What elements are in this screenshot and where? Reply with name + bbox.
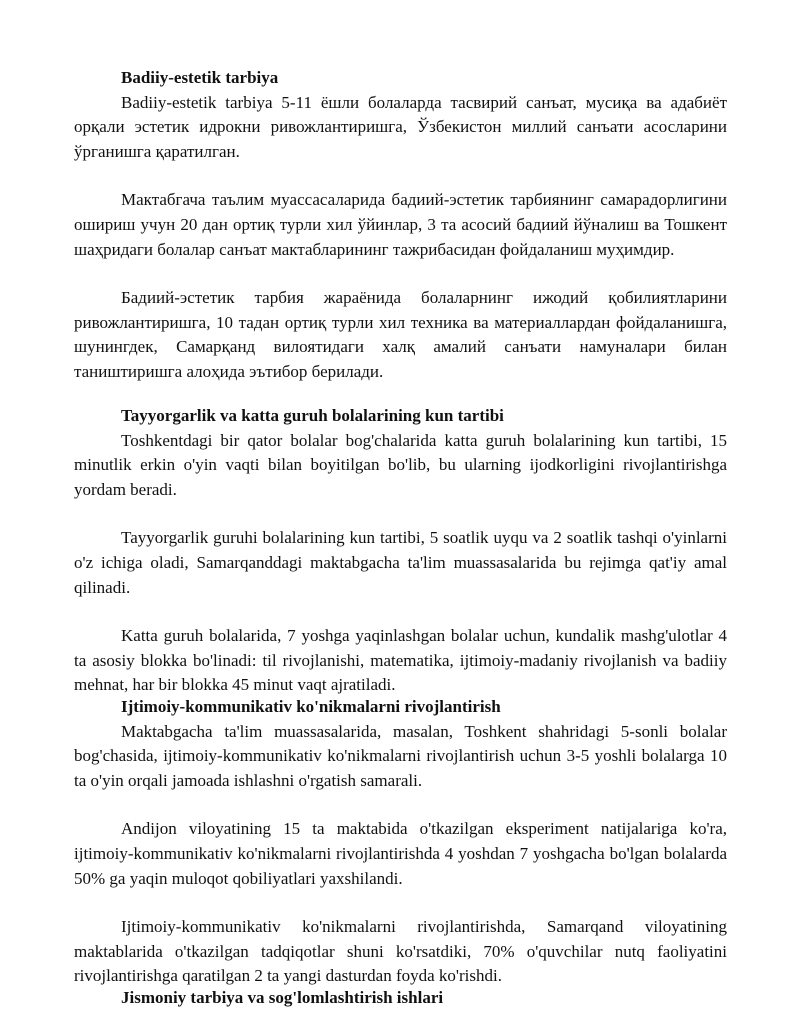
paragraph: Badiiy-estetik tarbiya 5-11 ёшли болаларда тасвирий санъат, мусиқа ва адабиёт орқали эстетик идрокни ривожлантиришга, Ўзбекистон миллий санъати асосларини ўрганишга қаратилган. xyxy=(74,92,727,161)
paragraph: Katta guruh bolalarida, 7 yoshga yaqinlashgan bolalar uchun, kundalik mashg'ulotlar 4 ta asosiy blokka bo'linadi: til rivojlanishi, matematika, ijtimoiy-madaniy rivojlanish va badiiy mehnat, har bir blokka 45 minut vaqt ajratiladi. xyxy=(74,626,727,695)
paragraph: Maktabgacha ta'lim muassasalarida, masalan, Toshkent shahridagi 5-sonli bolalar bog'chasida, ijtimoiy-kommunikativ ko'nikmalarni rivojlantirish uchun 3-5 yoshli bolalarga 10 ta o'yin orqali jamoada ishlashni o'rgatish samarali. xyxy=(74,721,727,790)
section-badiiy-estetik xyxy=(74,66,727,385)
section-jismoniy-tarbiya xyxy=(74,986,727,1011)
paragraph: Ijtimoiy-kommunikativ ko'nikmalarni rivojlantirishda, Samarqand viloyatining maktablarida o'tkazilgan tadqiqotlar shuni ko'rsatdiki, 70% o'quvchilar nutq faoliyatini rivojlantirishga qaratilgan 2 ta yangi dasturdan foyda ko'rishdi. xyxy=(74,917,727,986)
paragraph: Toshkentdagi bir qator bolalar bog'chalarida katta guruh bolalarining kun tartibi, 15 minutlik erkin o'yin vaqti bilan boyitilgan bo'lib, bu ularning ijodkorligini rivojlantirishga yordam beradi. xyxy=(74,430,727,499)
section-heading: Badiiy-estetik tarbiya xyxy=(121,68,279,87)
paragraph: Мактабгача таълим муассасаларида бадиий-эстетик тарбиянинг самарадорлигини ошириш учун 20 дан ортиқ турли хил ўйинлар, 3 та асосий бадиий йўналиш ва Тошкент шаҳридаги болалар санъат мактабларининг тажрибасидан фойдаланиш муҳимдир. xyxy=(74,190,727,259)
paragraph: Andijon viloyatining 15 ta maktabida o'tkazilgan eksperiment natijalariga ko'ra, ijtimoiy-kommunikativ ko'nikmalarni rivojlantirishda 4 yoshdan 7 yoshgacha bo'lgan bolalarda 50% ga yaqin muloqot qobiliyatlari yaxshilandi. xyxy=(74,819,727,888)
paragraph: Бадиий-эстетик тарбия жараёнида болаларнинг ижодий қобилиятларини ривожлантиришга, 10 тадан ортиқ турли хил техника ва материаллардан фойдаланишга, шунингдек, Самарқанд вилоятидаги халқ амалий санъати намуналари билан таништиришга алоҳида эътибор берилади. xyxy=(74,288,727,381)
paragraph: Tayyorgarlik guruhi bolalarining kun tartibi, 5 soatlik uyqu va 2 soatlik tashqi o'yinlarni o'z ichiga oladi, Samarqanddagi maktabgacha ta'lim muassasalarida bu rejimga qat'iy amal qilinadi. xyxy=(74,528,727,597)
section-kun-tartibi xyxy=(74,404,727,698)
section-heading: Ijtimoiy-kommunikativ ko'nikmalarni rivojlantirish xyxy=(121,697,501,716)
section-ijtimoiy-kommunikativ xyxy=(74,695,727,989)
section-heading: Jismoniy tarbiya va sog'lomlashtirish ishlari xyxy=(121,988,444,1007)
section-heading: Tayyorgarlik va katta guruh bolalarining kun tartibi xyxy=(121,406,504,425)
